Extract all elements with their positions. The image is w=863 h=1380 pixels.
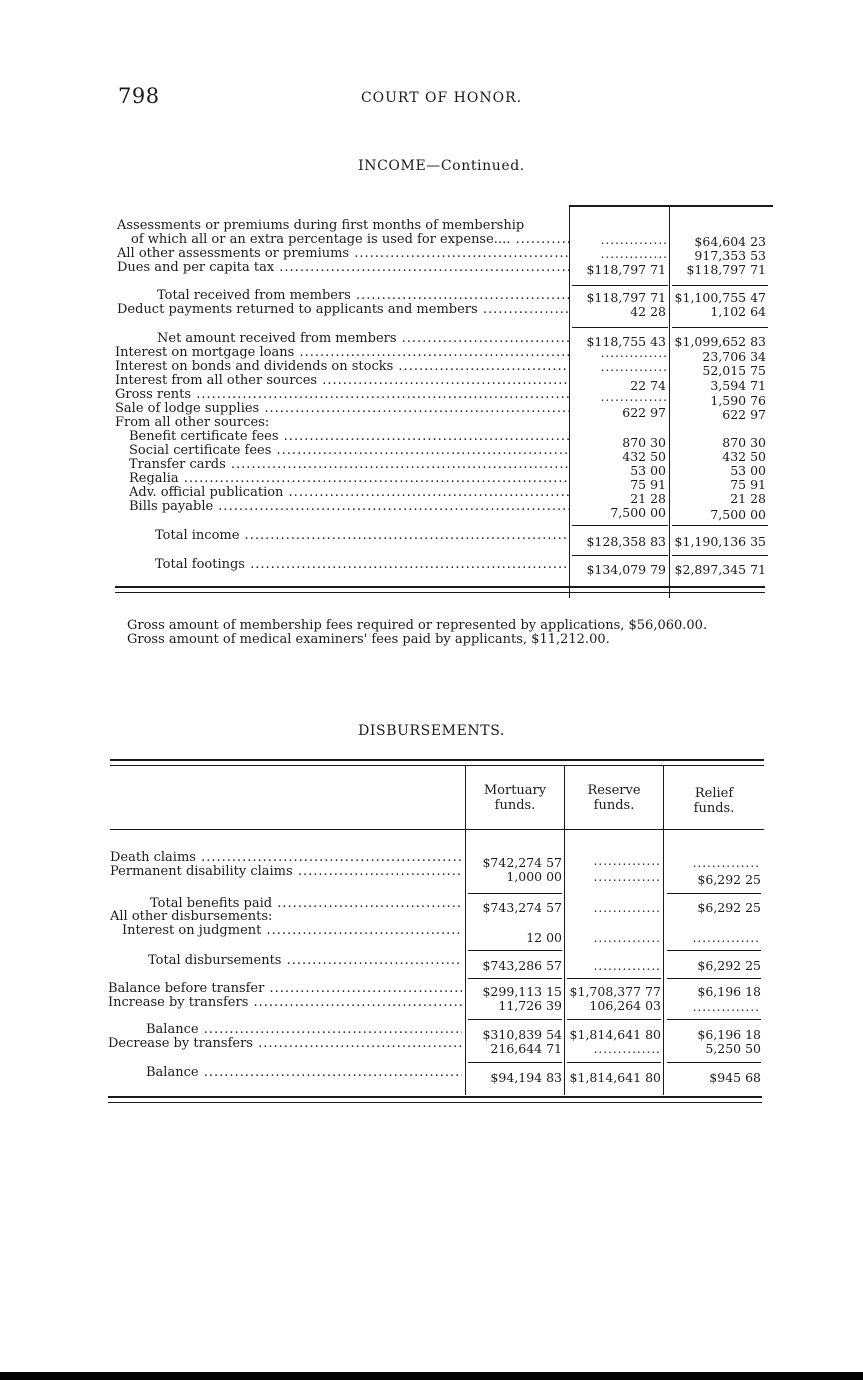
disb-cell: $6,196 18 [697,1027,761,1042]
income-row-label: Total footings ..... [155,558,569,572]
income-cell-dots: .............. [600,247,668,261]
disb-cell: $6,292 25 [697,900,761,915]
income-cell: 870 30 [622,435,666,450]
income-cell: 75 91 [630,477,666,492]
income-cell: 3,594 71 [710,378,766,393]
col-header-mortuary: Mortuary funds. [483,783,547,813]
disb-cell: $6,196 18 [697,984,761,999]
income-row-label: Dues and per capita tax ..... [117,261,569,275]
disb-cell: $6,292 25 [697,872,761,887]
disb-cell: $6,292 25 [697,958,761,973]
income-row-label: Interest from all other sources ..... [115,374,569,388]
income-cell: 53 00 [630,463,666,478]
income-title: INCOME—Continued. [358,158,525,174]
disb-cell-dots: .............. [593,901,661,915]
membership-fees-note: Gross amount of membership fees required or represented by applications, $56,060.00. [127,618,708,633]
running-head: COURT OF HONOR. [360,90,523,106]
disb-cell: $743,286 57 [482,958,562,973]
disb-cell-dots: .............. [593,1042,661,1056]
income-cell: 7,500 00 [610,505,666,520]
income-cell: $128,358 83 [586,534,666,549]
income-row-label: Assessments or premiums during first months of membership [117,219,525,233]
income-row-label: Adv. official publication ..... [129,486,569,500]
income-row-label: Benefit certificate fees ..... [129,430,569,444]
disb-cell: 5,250 50 [705,1041,761,1056]
income-cell: $1,190,136 35 [674,534,766,549]
income-row-label: Total income ..... [155,529,569,543]
income-cell: $1,099,652 83 [674,334,766,349]
income-cell: 622 97 [622,405,666,420]
disb-row-label: Interest on judgment ..... [122,924,462,938]
disb-row-label: Decrease by transfers ..... [108,1037,462,1051]
income-cell: $134,079 79 [586,562,666,577]
income-row-label: of which all or an extra percentage is used for expense.... ..... [131,233,569,247]
disb-cell-dots: .............. [593,870,661,884]
disb-cell: 106,264 03 [589,998,661,1013]
income-row-label: Sale of lodge supplies ..... [115,402,569,416]
disb-row-label: Balance before transfer ..... [108,982,462,996]
income-cell: $118,797 71 [686,262,766,277]
income-cell-dots: .............. [600,233,668,247]
disb-cell: $299,113 15 [482,984,562,999]
scan-edge-bar [0,1372,863,1380]
income-cell: 75 91 [730,477,766,492]
income-cell: $1,100,755 47 [674,290,766,305]
disbursements-title: DISBURSEMENTS. [358,723,505,739]
income-cell: 22 74 [630,378,666,393]
income-cell: 917,353 53 [694,248,766,263]
income-cell: 1,590 76 [710,393,766,408]
disb-cell: $1,814,641 80 [569,1070,661,1085]
income-cell: 1,102 64 [710,304,766,319]
income-cell: $2,897,345 71 [674,562,766,577]
disb-cell-dots: .............. [593,931,661,945]
disb-cell-dots: .............. [593,854,661,868]
disb-row-label: Balance ..... [146,1066,462,1080]
income-row-label: Total received from members ..... [157,289,569,303]
disb-cell: $1,814,641 80 [569,1027,661,1042]
income-row-label: Regalia ..... [129,472,569,486]
page-number: 798 [118,84,160,108]
disb-row-label: Balance ..... [146,1023,462,1037]
income-cell: 21 28 [730,491,766,506]
disb-row-label: Total disbursements ..... [148,954,462,968]
income-row-label: Interest on mortgage loans ..... [115,346,569,360]
disb-cell: 11,726 39 [498,998,562,1013]
income-cell: 622 97 [722,407,766,422]
medical-fees-note: Gross amount of medical examiners' fees paid by applicants, $11,212.00. [127,632,610,647]
disb-cell: 216,644 71 [490,1041,562,1056]
disb-cell-dots: .............. [692,931,760,945]
income-cell: $64,604 23 [694,234,766,249]
disb-cell: $94,194 83 [490,1070,562,1085]
disb-row-label: Total benefits paid ..... [150,897,462,911]
income-cell: $118,797 71 [586,290,666,305]
disb-row-label: Death claims ..... [110,851,462,865]
income-row-label: Bills payable ..... [129,500,569,514]
disb-cell: $742,274 57 [482,855,562,870]
income-cell: 42 28 [630,304,666,319]
disb-cell: $743,274 57 [482,900,562,915]
income-row-label: Net amount received from members ..... [157,332,569,346]
disb-cell: 12 00 [526,930,562,945]
disb-cell: $945 68 [709,1070,761,1085]
income-cell: $118,755 43 [586,334,666,349]
income-row-label: Interest on bonds and dividends on stocks ..... [115,360,569,374]
disb-row-label: Increase by transfers ..... [108,996,462,1010]
income-cell: 21 28 [630,491,666,506]
income-cell: 7,500 00 [710,507,766,522]
disb-cell-dots: .............. [692,1000,760,1014]
income-row-label: From all other sources: [115,416,270,430]
disb-cell-dots: .............. [593,959,661,973]
income-row-label: All other assessments or premiums ..... [117,247,569,261]
disb-cell: $1,708,377 77 [569,984,661,999]
disb-cell: $310,839 54 [482,1027,562,1042]
income-cell: 870 30 [722,435,766,450]
income-row-label: Gross rents ..... [115,388,569,402]
income-cell: 23,706 34 [702,349,766,364]
income-cell-dots: .............. [600,360,668,374]
disb-row-label: All other disbursements: [110,910,273,924]
income-row-label: Transfer cards ..... [129,458,569,472]
income-cell: 53 00 [730,463,766,478]
col-header-relief: Relief funds. [693,786,735,816]
income-cell-dots: .............. [600,346,668,360]
income-row-label: Social certificate fees ..... [129,444,569,458]
disb-cell-dots: .............. [692,856,760,870]
income-cell: $118,797 71 [586,262,666,277]
income-cell: 52,015 75 [702,363,766,378]
disb-cell: 1,000 00 [506,869,562,884]
income-cell: 432 50 [622,449,666,464]
col-header-reserve: Reserve funds. [587,783,641,813]
income-cell: 432 50 [722,449,766,464]
income-row-label: Deduct payments returned to applicants and members ..... [117,303,569,317]
disb-row-label: Permanent disability claims ..... [110,865,462,879]
income-cell-dots: .............. [600,390,668,404]
